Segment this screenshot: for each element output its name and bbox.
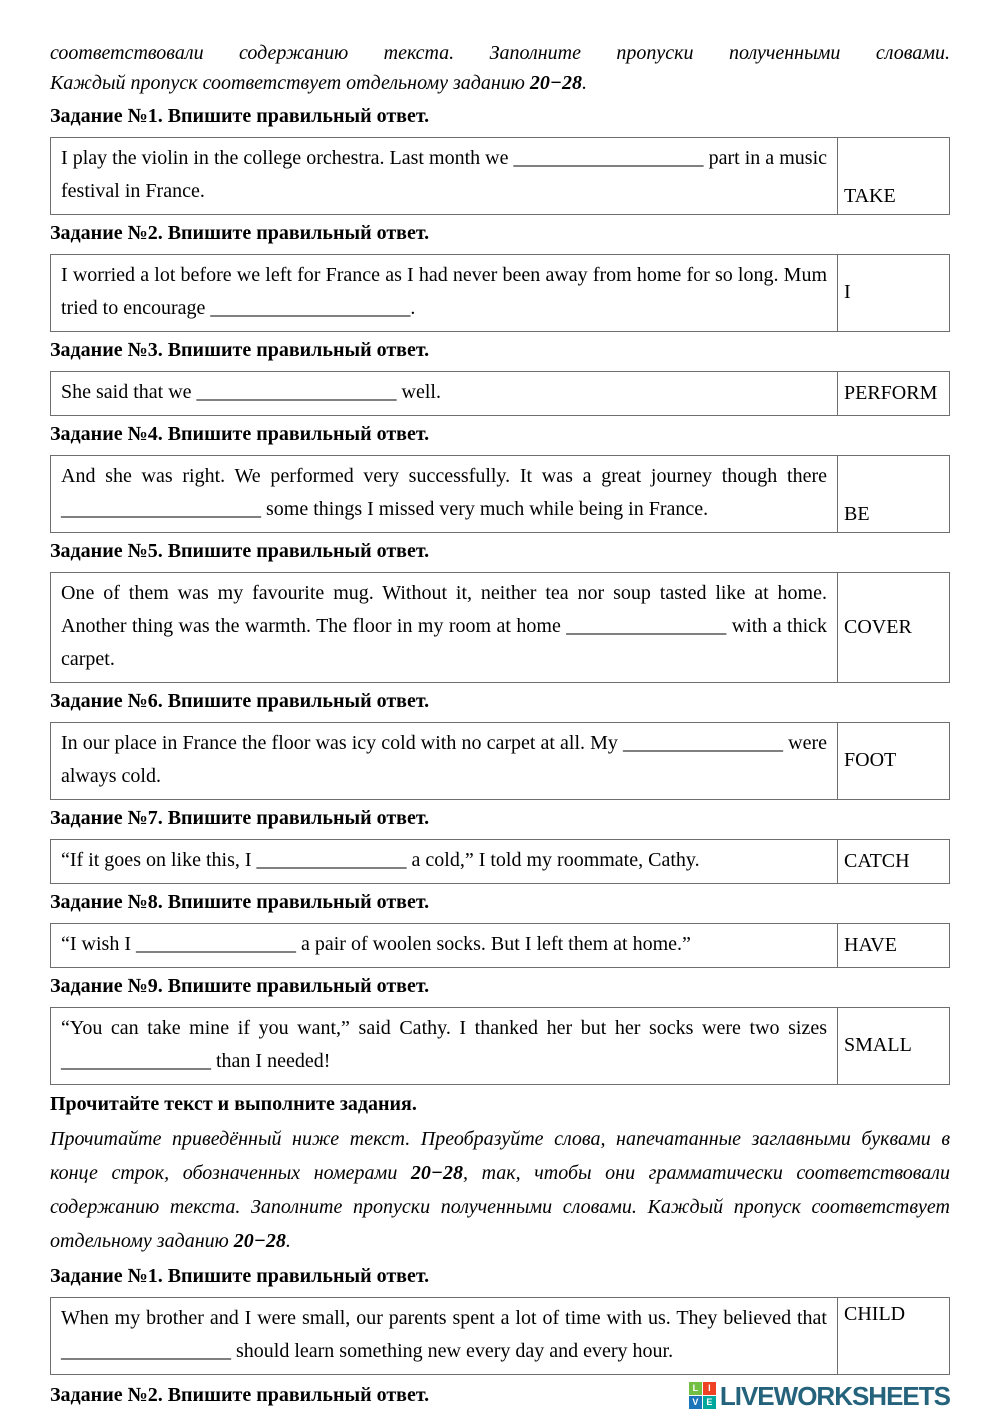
logo-square-l: L [689,1382,702,1395]
task-keyword: BE [844,503,870,525]
intro-bottom-part1: Прочитайте приведённый ниже текст. Преобразуйте слова, напечатанные заглавными буквами в конце строк, обозначенных номерами [50,1128,950,1184]
task-block [50,105,950,215]
task-keyword: CHILD [844,1303,906,1325]
footer-row [50,1382,950,1409]
tasks-section-2 [50,1265,950,1375]
liveworksheets-icon [689,1382,716,1409]
task-block [50,975,950,1085]
task-keyword-cell [837,372,949,415]
intro-top-line2 [50,68,950,98]
task-block [50,1265,950,1375]
intro-top-task-range: 20−28 [529,72,583,94]
task-keyword: CATCH [844,849,910,872]
tasks-section-1 [50,105,950,1085]
task-keyword: COVER [844,615,912,638]
task-keyword-cell [837,723,949,799]
task-block [50,690,950,800]
intro-top-line1 [50,38,950,68]
task-heading: Задание №6. Впишите правильный ответ. [50,690,430,712]
task-box [50,722,950,800]
intro-bottom-part3: . [285,1230,291,1252]
task-text: I play the violin in the college orchestra. Last month we ___________________ part in a music festival in France. [61,147,827,202]
task-keyword-cell [837,255,949,331]
task-block [50,891,950,968]
task-box [50,1007,950,1085]
task-text: I worried a lot before we left for France as I had never been away from home for so long. Mum tried to encourage ____________________. [61,264,827,319]
task-keyword: PERFORM [844,381,938,404]
task-text: And she was right. We performed very successfully. It was a great journey though there ____________________ some things I missed very much while being in France. [61,465,827,520]
intro-top-line2-period: . [582,72,588,94]
task-box [50,839,950,884]
task-text: “If it goes on like this, I _______________ a cold,” I told my roommate, Cathy. [61,849,700,871]
task-block [50,222,950,332]
logo-square-e: E [703,1396,716,1409]
task-box [50,371,950,416]
task-heading: Задание №9. Впишите правильный ответ. [50,975,430,997]
task-block [50,339,950,416]
intro-top-line2-text: Каждый пропуск соответствует отдельному заданию [50,72,530,94]
task-box [50,455,950,533]
intro-bottom-part2: , так, чтобы они грамматически соответствовали содержанию текста. Заполните пропуски полученными словами. Каждый пропуск соответствует отдельному заданию [50,1162,950,1252]
task-heading: Задание №1. Впишите правильный ответ. [50,1265,430,1287]
task-box [50,1297,950,1375]
task-keyword: I [844,281,851,303]
task-keyword-cell [837,138,949,214]
task-keyword: HAVE [844,933,897,956]
task-text: When my brother and I were small, our parents spent a lot of time with us. They believed that _________________ should learn something new every day and every hour. [61,1307,827,1362]
task-block [50,540,950,683]
task-heading: Задание №7. Впишите правильный ответ. [50,807,430,829]
task-heading: Задание №3. Впишите правильный ответ. [50,339,430,361]
task-heading: Задание №1. Впишите правильный ответ. [50,105,430,127]
task-box [50,923,950,968]
task-box [50,572,950,683]
task-keyword-cell [837,1298,949,1374]
task-heading: Задание №5. Впишите правильный ответ. [50,540,430,562]
task-keyword-cell [837,924,949,967]
logo-square-i: I [703,1382,716,1395]
task-text: “You can take mine if you want,” said Cathy. I thanked her but her socks were two sizes _______________ than I needed! [61,1017,827,1072]
task-text: One of them was my favourite mug. Without it, neither tea nor soup tasted like at home. Another thing was the warmth. The floor in my room at home ________________ with a thick carpet. [61,582,827,670]
task-block [50,423,950,533]
task-text: She said that we ____________________ well. [61,381,441,403]
task-box [50,254,950,332]
trailing-task-heading: Задание №2. Впишите правильный ответ. [50,1384,430,1406]
task-heading: Задание №8. Впишите правильный ответ. [50,891,430,913]
task-keyword-cell [837,840,949,883]
task-text: In our place in France the floor was icy cold with no carpet at all. My ________________ were always cold. [61,732,827,787]
task-heading: Задание №4. Впишите правильный ответ. [50,423,430,445]
task-keyword-cell [837,573,949,682]
task-keyword: FOOT [844,749,897,771]
intro-top-line1-text: соответствовали содержанию текста. Заполните пропуски полученными словами. [50,42,950,64]
task-keyword-cell [837,1008,949,1084]
liveworksheets-logo[interactable] [689,1382,950,1409]
task-heading: Задание №2. Впишите правильный ответ. [50,222,430,244]
task-keyword: SMALL [844,1034,912,1056]
task-block [50,807,950,884]
task-keyword: TAKE [844,185,896,207]
logo-wordmark: LIVEWORKSHEETS [719,1380,950,1411]
intro-bottom-range2: 20−28 [233,1230,286,1252]
task-keyword-cell [837,456,949,532]
read-text-heading: Прочитайте текст и выполните задания. [50,1093,417,1115]
intro-bottom-range1: 20−28 [410,1162,464,1184]
intro-bottom-paragraph [50,1122,950,1258]
task-box [50,137,950,215]
task-text: “I wish I ________________ a pair of woolen socks. But I left them at home.” [61,933,691,955]
logo-square-v: V [689,1396,702,1409]
